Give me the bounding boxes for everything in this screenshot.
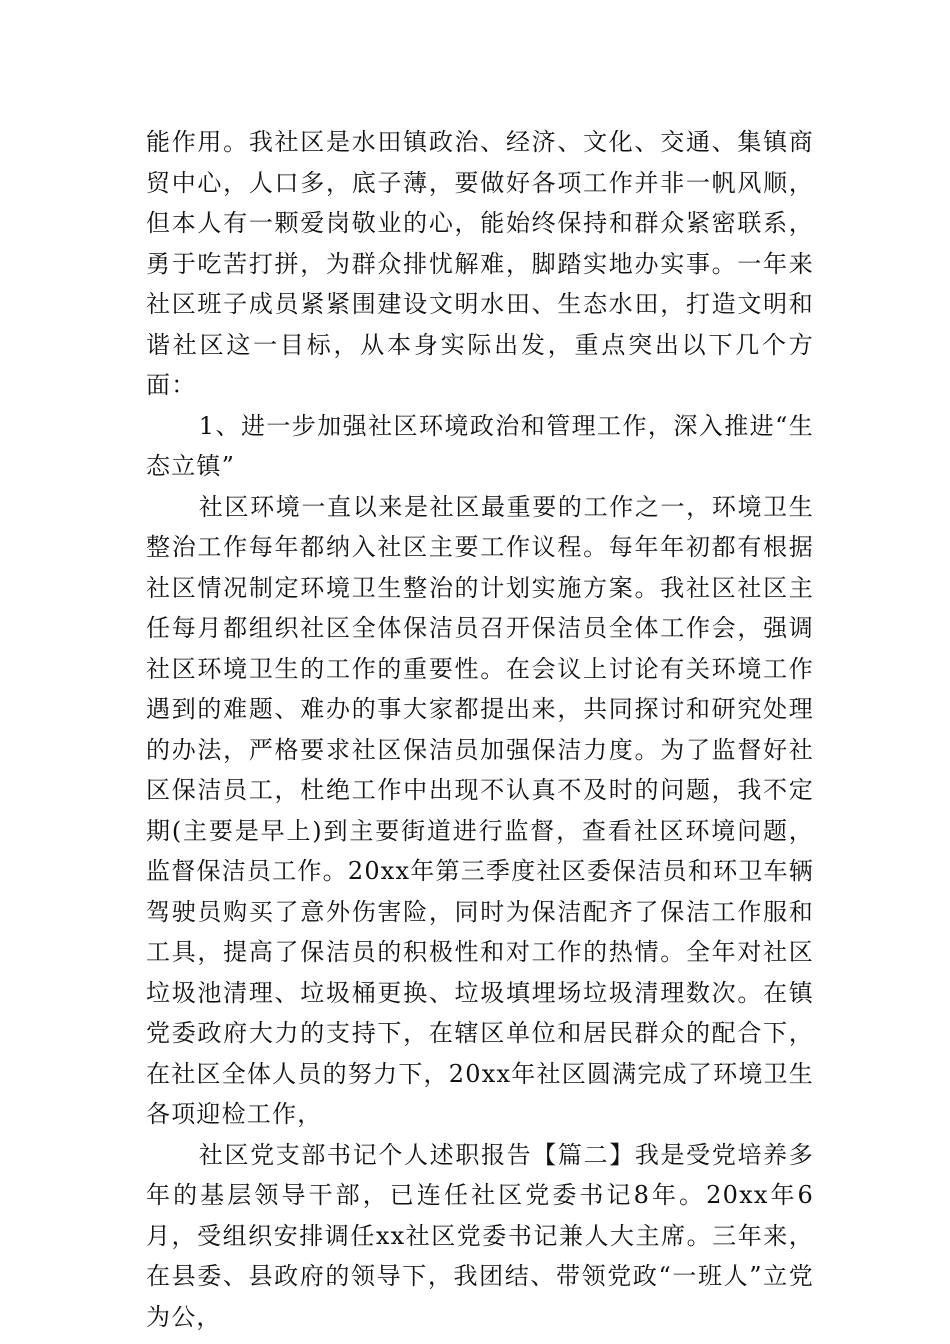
paragraph-3: 社区环境一直以来是社区最重要的工作之一，环境卫生整治工作每年都纳入社区主要工作议程。每年年初都有根据社区情况制定环境卫生整治的计划实施方案。我社区社区主任每月都组织社区全体保洁员召开保洁员全体工作会，强调社区环境卫生的工作的重要性。在会议上讨论有关环境工作遇到的难题、难办的事大家都提出来，共同探讨和研究处理的办法，严格要求社区保洁员加强保洁力度。为了监督好社区保洁员工，杜绝工作中出现不认真不及时的问题，我不定期(主要是早上)到主要街道进行监督，查看社区环境问题，监督保洁员工作。20xx年第三季度社区委保洁员和环卫车辆驾驶员购买了意外伤害险，同时为保洁配齐了保洁工作服和工具，提高了保洁员的积极性和对工作的热情。全年对社区垃圾池清理、垃圾桶更换、垃圾填埋场垃圾清理数次。在镇党委政府大力的支持下，在辖区单位和居民群众的配合下，在社区全体人员的努力下，20xx年社区圆满完成了环境卫生各项迎检工作，: [146, 492, 814, 1128]
paragraph-4: 社区党支部书记个人述职报告【篇二】我是受党培养多年的基层领导干部，已连任社区党委书记8年。20xx年6月，受组织安排调任xx社区党委书记兼人大主席。三年来，在县委、县政府的领导下，我团结、带领党政“一班人”立党为公，: [146, 1140, 814, 1331]
paragraph-2-heading: 1、进一步加强社区环境政治和管理工作，深入推进“生态立镇”: [146, 411, 814, 480]
document-body: [146, 122, 814, 1337]
paragraph-1: 能作用。我社区是水田镇政治、经济、文化、交通、集镇商贸中心，人口多，底子薄，要做好各项工作并非一帆风顺，但本人有一颗爱岗敬业的心，能始终保持和群众紧密联系，勇于吃苦打拼，为群众排忧解难，脚踏实地办实事。一年来社区班子成员紧紧围建设文明水田、生态水田，打造文明和谐社区这一目标，从本身实际出发，重点突出以下几个方面：: [146, 128, 814, 399]
